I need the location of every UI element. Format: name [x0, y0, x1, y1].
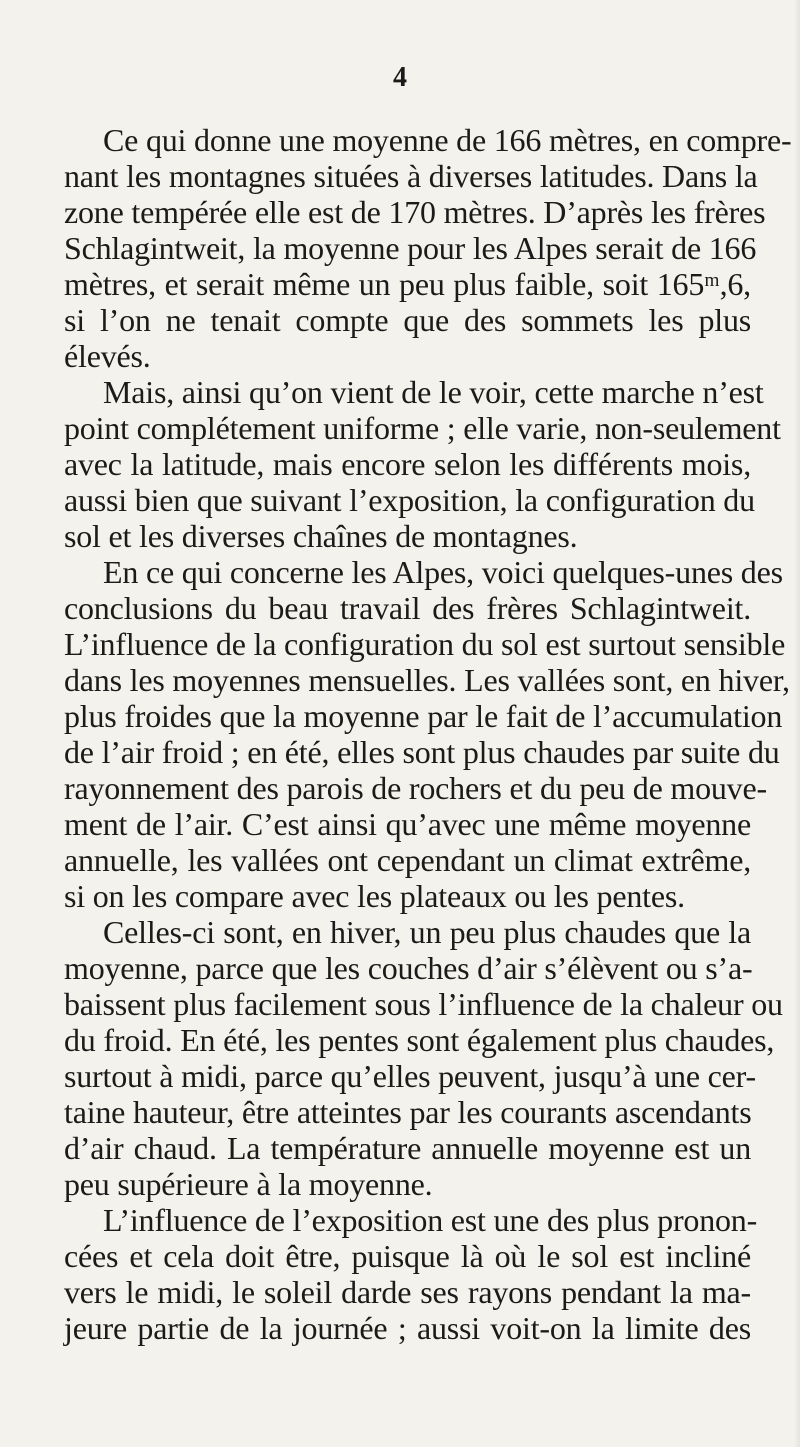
text-line: plus froides que la moyenne par le fait de l’accumulation	[64, 698, 783, 734]
text-line: aussi bien que suivant l’exposition, la configuration du	[64, 482, 755, 518]
text-line: mètres, et serait même un peu plus faible, soit 165ᵐ,6,	[64, 266, 751, 302]
text-line: Celles-ci sont, en hiver, un peu plus chaudes que la	[103, 914, 751, 950]
text-line: conclusions du beau travail des frères Schlagintweit.	[64, 590, 751, 626]
text-line: si l’on ne tenait compte que des sommets les plus	[64, 302, 751, 338]
text-line: baissent plus facilement sous l’influence de la chaleur ou	[64, 986, 783, 1022]
text-line: Schlagintweit, la moyenne pour les Alpes serait de 166	[64, 230, 757, 266]
text-line: peu supérieure à la moyenne.	[64, 1166, 433, 1202]
text-line: avec la latitude, mais encore selon les différents mois,	[64, 446, 751, 482]
text-line: jeure partie de la journée ; aussi voit-on la limite des	[64, 1310, 751, 1346]
text-line: surtout à midi, parce qu’elles peuvent, jusqu’à une cer-	[64, 1058, 756, 1094]
text-line: annuelle, les vallées ont cependant un climat extrême,	[64, 842, 751, 878]
text-line: En ce qui concerne les Alpes, voici quelques-unes des	[103, 554, 783, 590]
text-line: moyenne, parce que les couches d’air s’élèvent ou s’a-	[64, 950, 753, 986]
text-line: L’influence de la configuration du sol est surtout sensible	[64, 626, 786, 662]
text-line: Ce qui donne une moyenne de 166 mètres, en compre-	[103, 122, 792, 158]
text-line: point complétement uniforme ; elle varie, non-seulement	[64, 410, 781, 446]
text-line: élevés.	[64, 338, 151, 374]
page-number: 4	[393, 62, 407, 93]
text-line: Mais, ainsi qu’on vient de le voir, cette marche n’est	[103, 374, 764, 410]
text-line: dans les moyennes mensuelles. Les vallées sont, en hiver,	[64, 662, 790, 698]
text-line: cées et cela doit être, puisque là où le sol est incliné	[64, 1238, 751, 1274]
text-line: de l’air froid ; en été, elles sont plus chaudes par suite du	[64, 734, 780, 770]
text-line: du froid. En été, les pentes sont également plus chaudes,	[64, 1022, 775, 1058]
text-line: vers le midi, le soleil darde ses rayons pendant la ma-	[64, 1274, 751, 1310]
text-line: si on les compare avec les plateaux ou les pentes.	[64, 878, 685, 914]
text-line: sol et les diverses chaînes de montagnes.	[64, 518, 578, 554]
text-line: taine hauteur, être atteintes par les courants ascendants	[64, 1094, 752, 1130]
text-line: zone tempérée elle est de 170 mètres. D’après les frères	[64, 194, 766, 230]
text-line: L’influence de l’exposition est une des plus pronon-	[103, 1202, 758, 1238]
text-line: rayonnement des parois de rochers et du peu de mouve-	[64, 770, 767, 806]
text-line: d’air chaud. La température annuelle moyenne est un	[64, 1130, 751, 1166]
page-edge-shadow	[794, 0, 800, 1447]
text-line: ment de l’air. C’est ainsi qu’avec une même moyenne	[64, 806, 751, 842]
text-line: nant les montagnes situées à diverses latitudes. Dans la	[64, 158, 758, 194]
